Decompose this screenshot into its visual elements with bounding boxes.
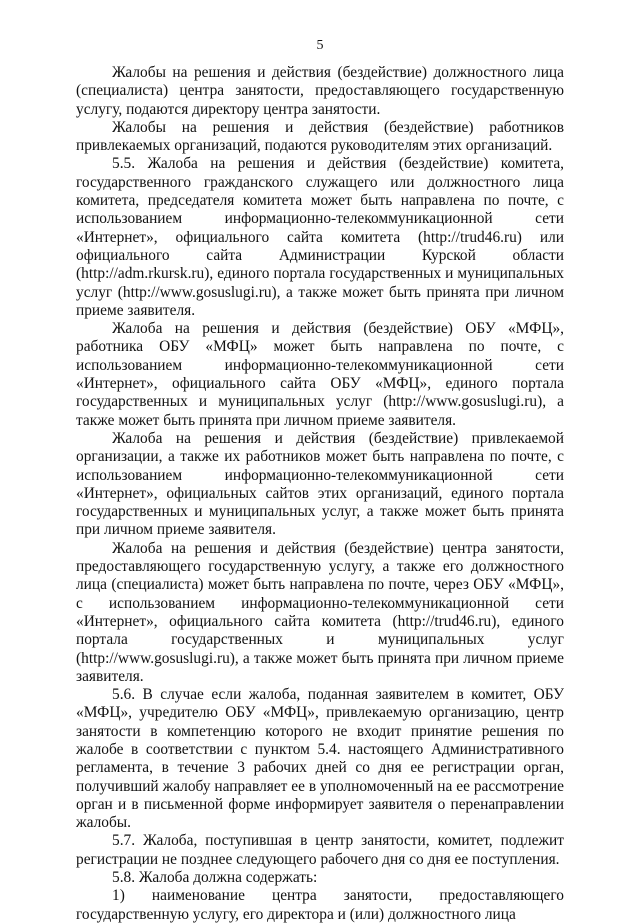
paragraph: Жалоба на решения и действия (бездействие) ОБУ «МФЦ», работника ОБУ «МФЦ» может быть направлена по почте, с использованием информационно-телекоммуникационной сети «Интернет», официального сайта ОБУ «МФЦ», единого портала государственных и муниципальных услуг (http://www.gosuslugi.ru), а также может быть принята при личном приеме заявителя. (76, 320, 564, 429)
paragraph-5-5: 5.5. Жалоба на решения и действия (бездействие) комитета, государственного гражданского служащего или должностного лица комитета, председателя комитета может быть направлена по почте, с использованием информационно-телекоммуникационной сети «Интернет», официального сайта комитета (http://trud46.ru) или официального сайта Администрации Курской области (http://adm.rkursk.ru), единого портала государственных и муниципальных услуг (http://www.gosuslugi.ru), а также может быть принята при личном приеме заявителя. (76, 155, 564, 319)
page-number: 5 (316, 38, 324, 53)
list-item-1: 1) наименование центра занятости, предоставляющего государственную услугу, его директора и (или) должностного лица (76, 887, 564, 923)
paragraph: Жалоба на решения и действия (бездействие) центра занятости, предоставляющего государственную услугу, а также его должностного лица (специалиста) может быть направлена по почте, через ОБУ «МФЦ», с использованием информационно-телекоммуникационной сети «Интернет», официального сайта комитета (http://trud46.ru), единого портала государственных и муниципальных услуг (http://www.gosuslugi.ru), а также может быть принята при личном приеме заявителя. (76, 539, 564, 685)
paragraph: Жалобы на решения и действия (бездействие) должностного лица (специалиста) центра занятости, предоставляющего государственную услугу, подаются директору центра занятости. (76, 64, 564, 118)
document-body (76, 64, 564, 924)
paragraph-5-8: 5.8. Жалоба должна содержать: (112, 869, 318, 887)
paragraph: Жалобы на решения и действия (бездействие) работников привлекаемых организаций, подаются руководителям этих организаций. (76, 118, 564, 155)
paragraph: Жалоба на решения и действия (бездействие) привлекаемой организации, а также их работников может быть направлена по почте, с использованием информационно-телекоммуникационной сети «Интернет», официальных сайтов этих организаций, единого портала государственных и муниципальных услуг, а также может быть принята при личном приеме заявителя. (76, 429, 564, 539)
paragraph-5-6: 5.6. В случае если жалоба, поданная заявителем в комитет, ОБУ «МФЦ», учредителю ОБУ «МФЦ», привлекаемую организацию, центр занятости в компетенцию которого не входит принятие решения по жалобе в соответствии с пунктом 5.4. настоящего Административного регламента, в течение 3 рабочих дней со дня ее регистрации орган, получивший жалобу направляет ее в уполномоченный на ее рассмотрение орган и в письменной форме информирует заявителя о перенаправлении жалобы. (76, 686, 564, 832)
paragraph-5-7: 5.7. Жалоба, поступившая в центр занятости, комитет, подлежит регистрации не позднее следующего рабочего дня со дня ее поступления. (76, 832, 564, 868)
